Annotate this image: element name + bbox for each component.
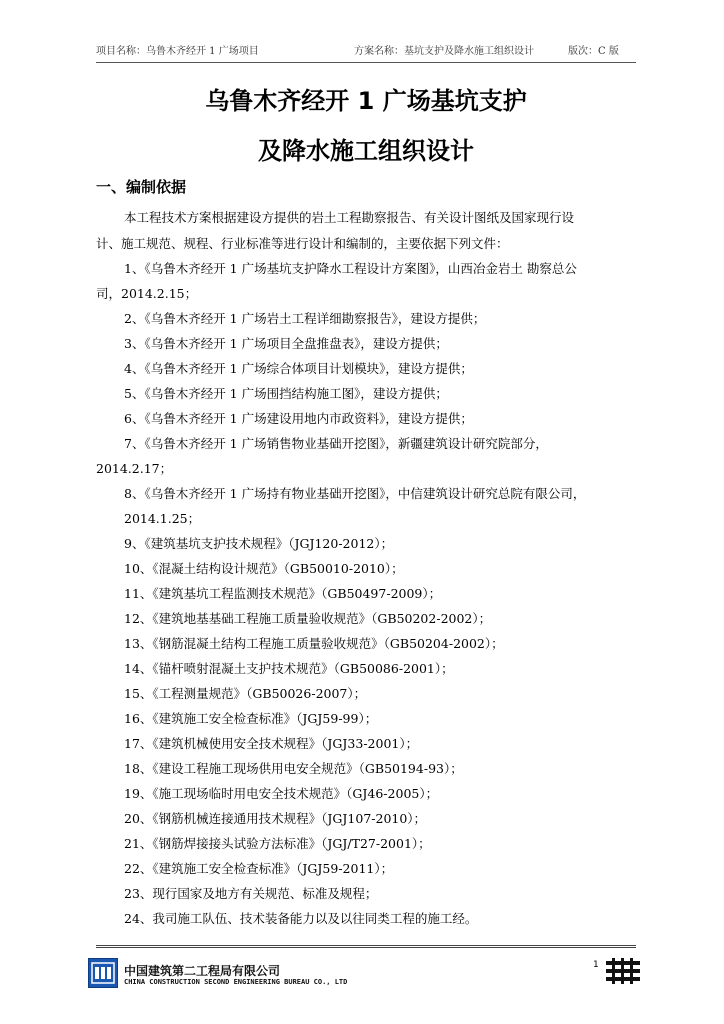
footer-divider bbox=[96, 945, 636, 948]
basis-item-15: 15、《工程测量规范》（GB50026-2007）； bbox=[124, 686, 367, 701]
basis-item-22: 22、《建筑施工安全检查标准》（JGJ59-2011）； bbox=[124, 861, 394, 876]
basis-item-21: 21、《钢筋焊接接头试验方法标准》（JGJ/T27-2001）； bbox=[124, 836, 431, 851]
page-decoration-icon bbox=[606, 958, 640, 984]
page-number: 1 bbox=[593, 960, 599, 970]
basis-item-8: 8、《乌鲁木齐经开 1 广场持有物业基础开挖图》，中信建筑设计研究总院有限公司， bbox=[124, 486, 586, 501]
basis-item-7-continuation: 2014.2.17； bbox=[96, 461, 173, 476]
basis-item-14: 14、《锚杆喷射混凝土支护技术规范》（GB50086-2001）； bbox=[124, 661, 454, 676]
basis-item-17: 17、《建筑机械使用安全技术规程》（JGJ33-2001）； bbox=[124, 736, 419, 751]
company-name-chinese: 中国建筑第二工程局有限公司 bbox=[124, 964, 281, 978]
header-project-name: 项目名称：乌鲁木齐经开 1 广场项目 bbox=[96, 46, 259, 57]
header-divider bbox=[96, 62, 636, 63]
basis-item-7: 7、《乌鲁木齐经开 1 广场销售物业基础开挖图》，新疆建筑设计研究院部分， bbox=[124, 436, 548, 451]
company-name-english: CHINA CONSTRUCTION SECOND ENGINEERING BUREAU CO., LTD bbox=[124, 978, 348, 986]
basis-item-10: 10、《混凝土结构设计规范》（GB50010-2010）； bbox=[124, 561, 404, 576]
basis-item-2: 2、《乌鲁木齐经开 1 广场岩土工程详细勘察报告》，建设方提供； bbox=[124, 311, 486, 326]
section-heading: 一、编制依据 bbox=[96, 178, 187, 196]
basis-item-3: 3、《乌鲁木齐经开 1 广场项目全盘推盘表》，建设方提供； bbox=[124, 336, 448, 351]
document-title-line-1: 乌鲁木齐经开 1 广场基坑支护 bbox=[205, 87, 527, 115]
basis-item-20: 20、《钢筋机械连接通用技术规程》（JGJ107-2010）； bbox=[124, 811, 427, 826]
basis-item-18: 18、《建设工程施工现场供用电安全规范》（GB50194-93）； bbox=[124, 761, 463, 776]
basis-item-11: 11、《建筑基坑工程监测技术规范》（GB50497-2009）； bbox=[124, 586, 442, 601]
document-title-line-2: 及降水施工组织设计 bbox=[258, 137, 474, 165]
intro-paragraph-line-2: 计、施工规范、规程、行业标准等进行设计和编制的，主要依据下列文件： bbox=[96, 236, 509, 251]
basis-item-19: 19、《施工现场临时用电安全技术规范》（GJ46-2005）； bbox=[124, 786, 439, 801]
header-scheme-name: 方案名称：基坑支护及降水施工组织设计 bbox=[354, 46, 534, 57]
basis-item-8-continuation: 2014.1.25； bbox=[124, 511, 201, 526]
page-header bbox=[96, 38, 632, 62]
company-logo-icon bbox=[88, 958, 118, 988]
basis-item-4: 4、《乌鲁木齐经开 1 广场综合体项目计划模块》，建设方提供； bbox=[124, 361, 473, 376]
basis-item-5: 5、《乌鲁木齐经开 1 广场围挡结构施工图》，建设方提供； bbox=[124, 386, 448, 401]
basis-item-23: 23、现行国家及地方有关规范、标准及规程； bbox=[124, 886, 378, 901]
basis-item-9: 9、《建筑基坑支护技术规程》（JGJ120-2012）； bbox=[124, 536, 394, 551]
basis-item-16: 16、《建筑施工安全检查标准》（JGJ59-99）； bbox=[124, 711, 378, 726]
basis-item-6: 6、《乌鲁木齐经开 1 广场建设用地内市政资料》，建设方提供； bbox=[124, 411, 473, 426]
header-version: 版次：C 版 bbox=[568, 46, 619, 57]
basis-item-1-continuation: 司，2014.2.15； bbox=[96, 286, 198, 301]
basis-item-12: 12、《建筑地基基础工程施工质量验收规范》（GB50202-2002）； bbox=[124, 611, 492, 626]
intro-paragraph-line-1: 本工程技术方案根据建设方提供的岩土工程勘察报告、有关设计图纸及国家现行设 bbox=[124, 210, 575, 225]
basis-item-1: 1、《乌鲁木齐经开 1 广场基坑支护降水工程设计方案图》，山西冶金岩土 勘察总公 bbox=[124, 261, 577, 276]
basis-item-24: 24、我司施工队伍、技术装备能力以及以往同类工程的施工经。 bbox=[124, 911, 478, 926]
basis-item-13: 13、《钢筋混凝土结构工程施工质量验收规范》（GB50204-2002）； bbox=[124, 636, 504, 651]
